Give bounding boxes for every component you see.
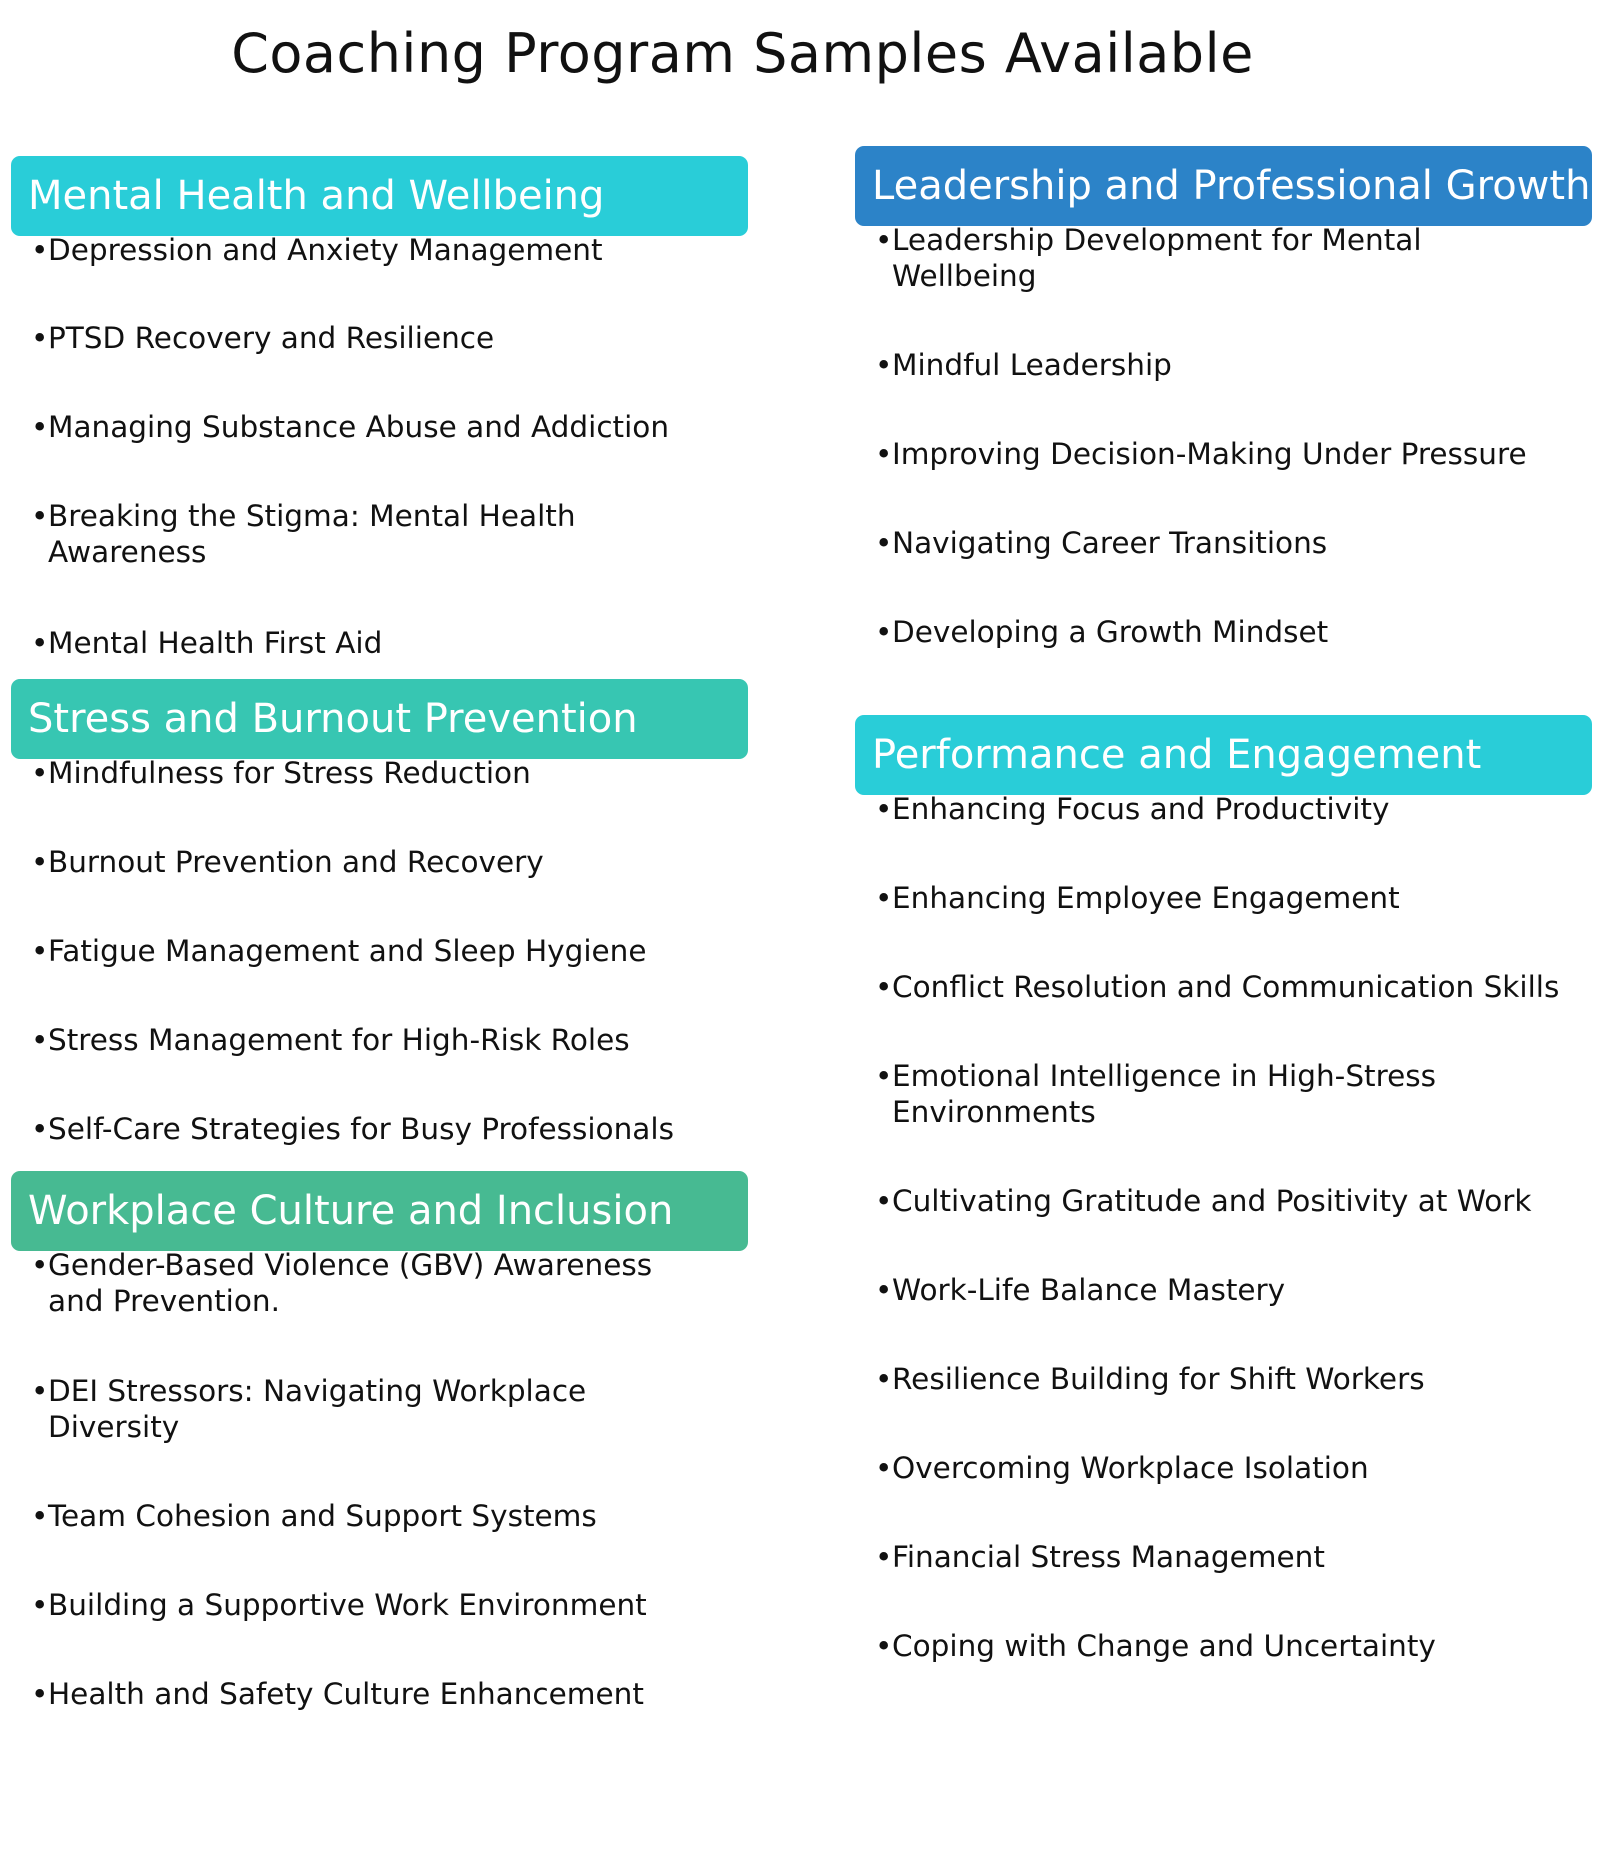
program-item: • Burnout Prevention and Recovery xyxy=(31,844,544,880)
section-header: Workplace Culture and Inclusion xyxy=(11,1171,748,1251)
program-item: • Emotional Intelligence in High-Stress Environments xyxy=(875,1058,1436,1130)
program-item: • Team Cohesion and Support Systems xyxy=(31,1498,597,1534)
section-header: Leadership and Professional Growth xyxy=(855,146,1592,226)
program-item: • Enhancing Employee Engagement xyxy=(875,880,1400,916)
program-item: • Stress Management for High-Risk Roles xyxy=(31,1022,630,1058)
program-item: • Resilience Building for Shift Workers xyxy=(875,1361,1425,1397)
program-item: • Coping with Change and Uncertainty xyxy=(875,1628,1436,1664)
section-mental-health-and-wellbeing xyxy=(11,156,748,660)
program-item: • Overcoming Workplace Isolation xyxy=(875,1450,1369,1486)
section-header: Performance and Engagement xyxy=(855,715,1592,795)
page-title: Coaching Program Samples Available xyxy=(231,22,1254,85)
section-header: Mental Health and Wellbeing xyxy=(11,156,748,236)
program-item: • Building a Supportive Work Environment xyxy=(31,1587,647,1623)
program-item: • Financial Stress Management xyxy=(875,1539,1325,1575)
program-item: • Leadership Development for Mental Wellbeing xyxy=(875,222,1422,294)
program-item: • Work-Life Balance Mastery xyxy=(875,1272,1285,1308)
program-item: • PTSD Recovery and Resilience xyxy=(31,320,494,356)
program-item: • Navigating Career Transitions xyxy=(875,525,1327,561)
program-item: • Self-Care Strategies for Busy Professionals xyxy=(31,1111,674,1147)
program-item: • Improving Decision-Making Under Pressure xyxy=(875,436,1527,472)
program-item: • Conflict Resolution and Communication Skills xyxy=(875,969,1559,1005)
section-workplace-culture-and-inclusion xyxy=(11,1171,748,1711)
program-item: • Mindful Leadership xyxy=(875,347,1172,383)
section-header: Stress and Burnout Prevention xyxy=(11,679,748,759)
program-item: • Gender-Based Violence (GBV) Awareness and Prevention. xyxy=(31,1247,652,1319)
program-item: • Enhancing Focus and Productivity xyxy=(875,791,1389,827)
program-item: • Cultivating Gratitude and Positivity at Work xyxy=(875,1183,1531,1219)
section-stress-and-burnout-prevention xyxy=(11,679,748,1146)
section-leadership-and-professional-growth xyxy=(855,146,1592,649)
program-item: • Fatigue Management and Sleep Hygiene xyxy=(31,933,647,969)
program-item: • Managing Substance Abuse and Addiction xyxy=(31,409,669,445)
program-item: • Mindfulness for Stress Reduction xyxy=(31,755,531,791)
program-item: • Depression and Anxiety Management xyxy=(31,232,603,268)
section-performance-and-engagement xyxy=(855,715,1592,1663)
program-item: • Developing a Growth Mindset xyxy=(875,614,1328,650)
program-item: • Health and Safety Culture Enhancement xyxy=(31,1676,644,1712)
program-item: • Breaking the Stigma: Mental Health Awareness xyxy=(31,498,576,570)
program-item: • Mental Health First Aid xyxy=(31,625,382,661)
program-item: • DEI Stressors: Navigating Workplace Diversity xyxy=(31,1373,586,1445)
